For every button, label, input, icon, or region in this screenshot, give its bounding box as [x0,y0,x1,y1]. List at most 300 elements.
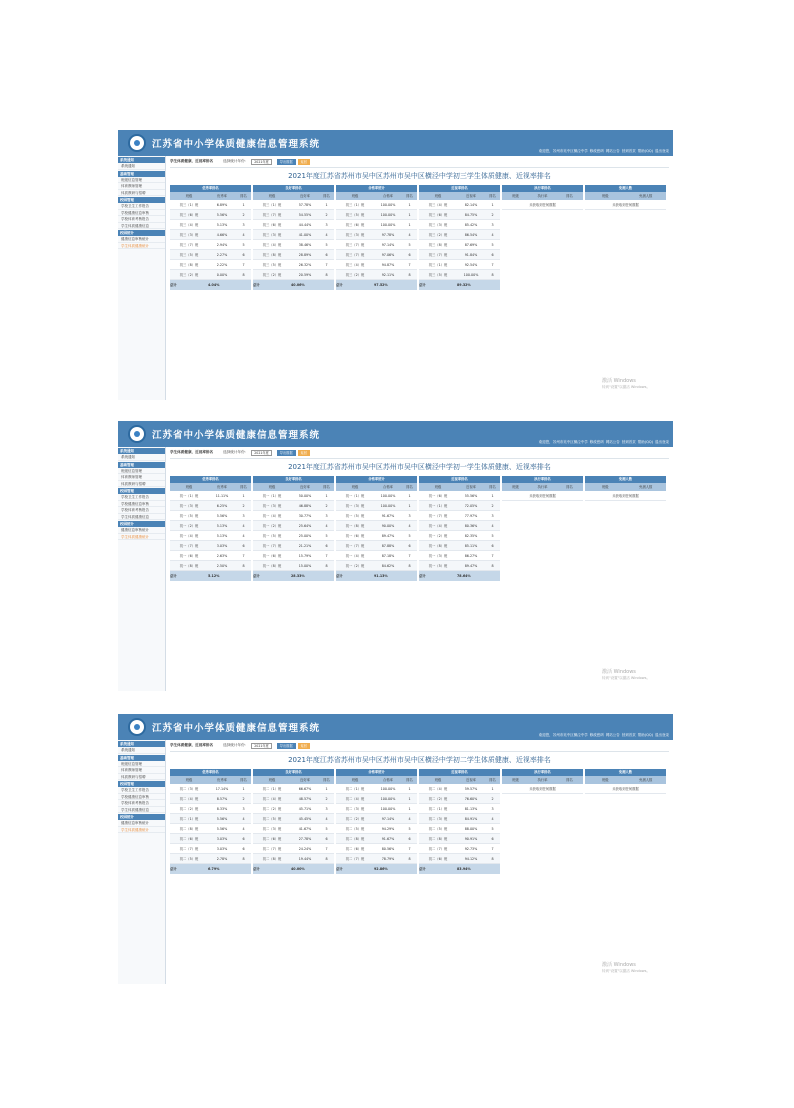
total-row [419,571,500,581]
table-cell: 初一（4）班 [428,524,448,528]
table-cell: 45.71% [298,807,312,811]
ranking-table [253,769,334,874]
user-bar [537,149,669,154]
total-rank [402,280,417,290]
total-rank [485,280,500,290]
back-button[interactable]: 返回 [298,743,310,749]
sidebar-item[interactable]: 班级信息管理 [118,177,165,184]
table-cell: 初二（3）班 [345,807,365,811]
table-cell: 初三（2）班 [179,273,199,277]
table-cell: 4 [242,233,245,237]
column-header: 排名 [240,194,247,198]
user-bar [537,440,669,445]
column-header: 排名 [489,778,496,782]
total-value: 5.12% [208,574,220,578]
table-cell: 100.00% [380,203,396,207]
table-row [170,200,251,210]
table-cell: 87.18% [381,554,395,558]
ranking-table [170,185,251,290]
table-cell: 87.69% [464,243,478,247]
watermark-line2: 转到"设置"以激活 Windows。 [602,969,650,973]
column-header: 优秀率 [217,194,227,198]
sidebar-item[interactable]: 学生体质健康信息 [118,807,165,814]
table-cell: 4 [408,233,411,237]
table-cell: 初一（3）班 [262,504,282,508]
column-header: 执行率 [537,485,548,489]
table-cell: 3 [325,223,328,227]
sidebar-item[interactable]: 学校体育考核报告 [118,800,165,807]
table-cell: 初一（5）班 [428,564,448,568]
table-cell: 8 [325,564,328,568]
table-row [253,531,334,541]
total-value: 97.52% [374,283,388,287]
table-row [170,784,251,794]
total-label: 总计 [419,867,426,871]
header-link[interactable]: 回到首页 [621,440,636,444]
export-button[interactable]: 导出数据 [277,159,296,165]
sidebar-item[interactable]: 学校体育考核报告 [118,507,165,514]
table-row [336,531,417,541]
table-cell: 初三（2）班 [262,273,282,277]
table-header-row [502,776,583,784]
table-cell: 7 [491,554,494,558]
table-cell: 初二（5）班 [179,857,199,861]
user-greeting: 欢迎您，苏州市吴中区横泾中学 [538,440,588,444]
table-row [253,551,334,561]
table-cell: 8 [491,857,494,861]
sidebar-item[interactable]: 系统通知 [118,163,165,170]
table-cell: 1 [408,494,411,498]
screenshot-panel [118,714,673,984]
year-select[interactable]: 2021年度 [251,743,272,749]
sidebar-item[interactable]: 学校健康信息审核 [118,501,165,508]
total-row [253,571,334,581]
table-cell: 81.13% [464,807,478,811]
table-cell: 初二（7）班 [262,847,282,851]
total-row [419,864,500,874]
table-cell: 3 [242,807,245,811]
table-cell: 4 [242,524,245,528]
table-row [253,260,334,270]
header-link[interactable]: 修改密码 [589,440,604,444]
column-header: 班级 [351,194,359,198]
table-row [419,240,500,250]
sidebar-item[interactable]: 健康信息审核统计 [118,820,165,827]
table-row [336,824,417,834]
header-link[interactable]: 帮助(QQ) [637,149,653,153]
table-cell: 初三（1）班 [345,203,365,207]
total-row [170,864,251,874]
sidebar-item[interactable]: 体育教师管理 [118,183,165,190]
table-cell: 4.66% [216,233,228,237]
table-cell: 5 [325,827,328,831]
column-header: 排名 [406,485,413,489]
table-row [253,210,334,220]
table-header-row [170,776,251,784]
sidebar-item[interactable]: 学校健康信息审核 [118,210,165,217]
watermark-line1: 激活 Windows [602,962,636,968]
sidebar-item[interactable]: 健康信息审核统计 [118,527,165,534]
table-row [253,561,334,571]
table-cell: 2 [242,213,245,217]
table-row [336,250,417,260]
table-cell: 5 [325,534,328,538]
header-link[interactable]: 回到首页 [621,149,636,153]
header-link[interactable]: 修改密码 [589,733,604,737]
header-link[interactable]: 网站公告 [605,440,620,444]
table-title: 良好率排名 [253,476,334,483]
header-link[interactable]: 退出登录 [655,149,669,153]
table-row [419,551,500,561]
sidebar-group-header: 基础管理 [118,171,165,177]
table-cell: 初一（1）班 [262,494,282,498]
header-link[interactable]: 修改密码 [589,149,604,153]
table-row [170,240,251,250]
table-cell: 1 [408,807,411,811]
column-header: 优秀率 [217,485,227,489]
table-cell: 初三（1）班 [262,203,282,207]
header-link[interactable]: 回到首页 [621,733,636,737]
table-row [170,270,251,280]
table-cell: 初二（2）班 [428,797,448,801]
table-cell: 80.56% [381,847,395,851]
sidebar-group-header: 基础管理 [118,462,165,468]
total-value: 6.79% [208,867,220,871]
column-header: 免测人数 [639,194,653,198]
header-link[interactable]: 退出登录 [655,733,669,737]
empty-message: 未获取到任何数据 [502,200,583,210]
table-cell: 初三（3）班 [262,233,282,237]
total-label: 总计 [170,867,177,871]
table-row [419,270,500,280]
table-cell: 初三（2）班 [428,233,448,237]
table-cell: 7 [491,263,494,267]
table-cell: 3 [242,514,245,518]
user-greeting: 欢迎您，苏州市吴中区横泾中学 [538,733,588,737]
header-link[interactable]: 退出登录 [655,440,669,444]
table-cell: 初二（4）班 [262,797,282,801]
table-cell: 4 [408,524,411,528]
table-cell: 1 [408,787,411,791]
table-cell: 91.67% [381,514,395,518]
table-cell: 初一（4）班 [179,534,199,538]
sidebar-item[interactable]: 学校卫生工作报告 [118,494,165,501]
report-title: 2021年度江苏省苏州市吴中区苏州市吴中区横泾中学初一学生体质健康、近视率排名 [288,463,551,471]
table-cell: 5.13% [216,524,228,528]
table-cell: 初一（7）班 [428,514,448,518]
header-link[interactable]: 帮助(QQ) [637,733,653,737]
total-value: 83.94% [457,867,471,871]
table-cell: 6 [491,544,494,548]
column-header: 班级 [434,778,442,782]
table-row [419,531,500,541]
year-select[interactable]: 2021年度 [251,159,272,165]
table-header-row [170,192,251,200]
table-row [253,794,334,804]
table-row [170,531,251,541]
sidebar-item[interactable]: 班级信息管理 [118,468,165,475]
column-header: 执行率 [537,778,548,782]
app-title: 江苏省中小学体质健康信息管理系统 [152,723,321,734]
table-row [419,814,500,824]
sidebar-item[interactable]: 学校卫生工作报告 [118,203,165,210]
sidebar-item[interactable]: 学生体质健康统计 [118,534,165,541]
table-cell: 6 [242,544,245,548]
table-cell: 2 [325,213,328,217]
table-row [253,220,334,230]
table-cell: 8 [491,273,494,277]
table-cell: 3 [408,514,411,518]
table-cell: 初一（5）班 [345,514,365,518]
table-cell: 初二（1）班 [179,817,199,821]
table-cell: 初二（1）班 [345,787,365,791]
watermark-line1: 激活 Windows [602,669,636,675]
table-cell: 41.00% [298,233,312,237]
column-header: 优秀率 [217,778,227,782]
sidebar-item[interactable]: 健康信息审核统计 [118,236,165,243]
back-button[interactable]: 返回 [298,450,310,456]
table-cell: 28.89% [298,253,312,257]
table-cell: 初二（4）班 [179,797,199,801]
sidebar-item[interactable]: 学校健康信息审核 [118,794,165,801]
table-row [170,511,251,521]
table-cell: 45.45% [298,817,312,821]
table-cell: 初三（4）班 [428,203,448,207]
table-row [336,804,417,814]
app-body [118,447,673,691]
app-body [118,740,673,984]
table-cell: 8 [491,564,494,568]
table-title: 优秀率排名 [170,769,251,776]
total-label: 总计 [336,867,343,871]
sidebar-item[interactable]: 系统通知 [118,747,165,754]
table-row [170,521,251,531]
ranking-tables [170,769,669,874]
column-header: 班级 [512,485,519,489]
total-rank [236,571,251,581]
empty-message: 未获取到任何数据 [585,491,666,501]
sidebar-group-header: 基础管理 [118,755,165,761]
table-cell: 44.44% [298,223,312,227]
table-cell: 1 [491,787,494,791]
table-cell: 8 [242,273,245,277]
table-cell: 46.88% [298,504,312,508]
total-rank [236,280,251,290]
total-row [419,280,500,290]
year-select[interactable]: 2021年度 [251,450,272,456]
table-cell: 初三（6）班 [345,223,365,227]
table-cell: 初二（7）班 [345,857,365,861]
table-cell: 38.46% [298,243,312,247]
header-link[interactable]: 帮助(QQ) [637,440,653,444]
table-cell: 4 [242,534,245,538]
report-title: 2021年度江苏省苏州市吴中区苏州市吴中区横泾中学初二学生体质健康、近视率排名 [288,756,551,764]
table-title: 近视率排名 [419,476,500,483]
table-cell: 5 [491,534,494,538]
table-title: 优秀率排名 [170,185,251,192]
total-label: 总计 [170,574,177,578]
table-row [419,511,500,521]
table-header-row [502,483,583,491]
ranking-table [170,476,251,581]
sidebar-group-header: 系统通知 [118,157,165,163]
table-cell: 5.56% [216,817,228,821]
sidebar-item[interactable]: 学生体质健康信息 [118,514,165,521]
table-cell: 7 [325,847,328,851]
report-title: 2021年度江苏省苏州市吴中区苏州市吴中区横泾中学初三学生体质健康、近视率排名 [288,172,551,180]
table-title: 近视率排名 [419,769,500,776]
ranking-tables [170,185,669,290]
column-header: 近视率 [466,778,476,782]
table-cell: 55.56% [464,494,478,498]
table-row [336,551,417,561]
table-cell: 2 [325,797,328,801]
table-row [170,854,251,864]
table-cell: 初三（5）班 [179,253,199,257]
column-header: 班级 [601,485,609,489]
table-cell: 92.11% [381,273,395,277]
table-cell: 41.67% [298,827,312,831]
total-row [336,864,417,874]
table-row [253,854,334,864]
table-cell: 54.55% [298,213,312,217]
table-cell: 初三（6）班 [428,213,448,217]
table-cell: 6 [242,847,245,851]
table-cell: 2 [242,504,245,508]
table-cell: 初一（4）班 [345,554,365,558]
table-row [336,270,417,280]
table-cell: 5 [491,827,494,831]
table-title: 合格率统计 [336,476,417,483]
screenshot-panel [118,421,673,691]
side-table [502,769,583,874]
table-cell: 3 [491,807,494,811]
table-cell: 6 [242,253,245,257]
column-header: 合格率 [383,485,393,489]
table-cell: 1 [491,494,494,498]
table-row [419,561,500,571]
export-button[interactable]: 导出数据 [277,743,296,749]
back-button[interactable]: 返回 [298,159,310,165]
table-cell: 初二（6）班 [345,847,365,851]
toolbar-title: 学生体质健康、近视率排名 [170,450,214,454]
table-cell: 初二（6）班 [179,837,199,841]
sidebar-item[interactable]: 体质教研与招聘 [118,190,165,197]
ranking-table [253,185,334,290]
table-row [170,541,251,551]
total-label: 总计 [170,283,177,287]
table-cell: 初三（6）班 [179,213,199,217]
table-row [170,220,251,230]
table-cell: 87.88% [381,544,395,548]
sidebar-item[interactable]: 学生体质健康统计 [118,827,165,834]
table-cell: 5.13% [216,223,228,227]
table-row [170,210,251,220]
sidebar-item[interactable]: 学生体质健康统计 [118,243,165,250]
table-cell: 初二（5）班 [262,817,282,821]
export-button[interactable]: 导出数据 [277,450,296,456]
total-value: 4.04% [208,283,220,287]
column-header: 班级 [512,778,519,782]
table-row [253,511,334,521]
table-row [253,784,334,794]
table-title: 免测人数 [585,769,666,776]
table-row [336,794,417,804]
sidebar-item[interactable]: 体育教师管理 [118,767,165,774]
table-row [336,511,417,521]
table-cell: 2.27% [216,253,228,257]
sidebar-item[interactable]: 体育教师管理 [118,474,165,481]
table-row [170,551,251,561]
logo-icon [128,718,146,736]
table-cell: 72.05% [464,504,478,508]
table-cell: 7 [408,554,411,558]
header-link[interactable]: 网站公告 [605,733,620,737]
table-row [336,230,417,240]
table-cell: 初一（3）班 [345,504,365,508]
table-cell: 2.63% [216,554,228,558]
table-header-row [419,776,500,784]
sidebar-item[interactable]: 体质教研与招聘 [118,774,165,781]
table-cell: 初一（7）班 [179,544,199,548]
table-row [336,491,417,501]
sidebar-item[interactable]: 系统通知 [118,454,165,461]
table-title: 良好率排名 [253,769,334,776]
column-header: 班级 [185,485,193,489]
table-cell: 初一（6）班 [262,554,282,558]
table-cell: 5 [408,534,411,538]
toolbar [170,156,669,168]
table-cell: 6 [325,253,328,257]
header-link[interactable]: 网站公告 [605,149,620,153]
sidebar-item[interactable]: 班级信息管理 [118,761,165,768]
column-header: 排名 [406,778,413,782]
user-bar [537,733,669,738]
table-cell: 100.00% [380,494,396,498]
table-cell: 初二（1）班 [262,787,282,791]
table-row [419,824,500,834]
total-label: 总计 [419,283,426,287]
table-header-row [502,192,583,200]
windows-watermark [602,669,650,681]
table-row [419,200,500,210]
table-cell: 初三（3）班 [345,233,365,237]
sidebar-group-header: 校园管理 [118,488,165,494]
table-cell: 89.47% [464,564,478,568]
table-row [419,794,500,804]
table-row [336,854,417,864]
sidebar-item[interactable]: 体质教研与招聘 [118,481,165,488]
sidebar-group-header: 校园管理 [118,197,165,203]
table-cell: 97.78% [381,233,395,237]
column-header: 排名 [566,485,573,489]
table-cell: 初三（3）班 [179,233,199,237]
sidebar-item[interactable]: 学校体育考核报告 [118,216,165,223]
table-cell: 84.75% [464,213,478,217]
sidebar-item[interactable]: 学校卫生工作报告 [118,787,165,794]
table-cell: 3.03% [216,837,228,841]
table-cell: 4 [325,524,328,528]
table-row [170,814,251,824]
table-title: 近视率排名 [419,185,500,192]
sidebar-item[interactable]: 学生体质健康信息 [118,223,165,230]
table-cell: 24.24% [298,847,312,851]
table-row [170,844,251,854]
table-cell: 21.21% [298,544,312,548]
year-select-label: 选择统计年份： [223,450,249,454]
table-cell: 5.13% [216,534,228,538]
main-content [166,740,673,984]
